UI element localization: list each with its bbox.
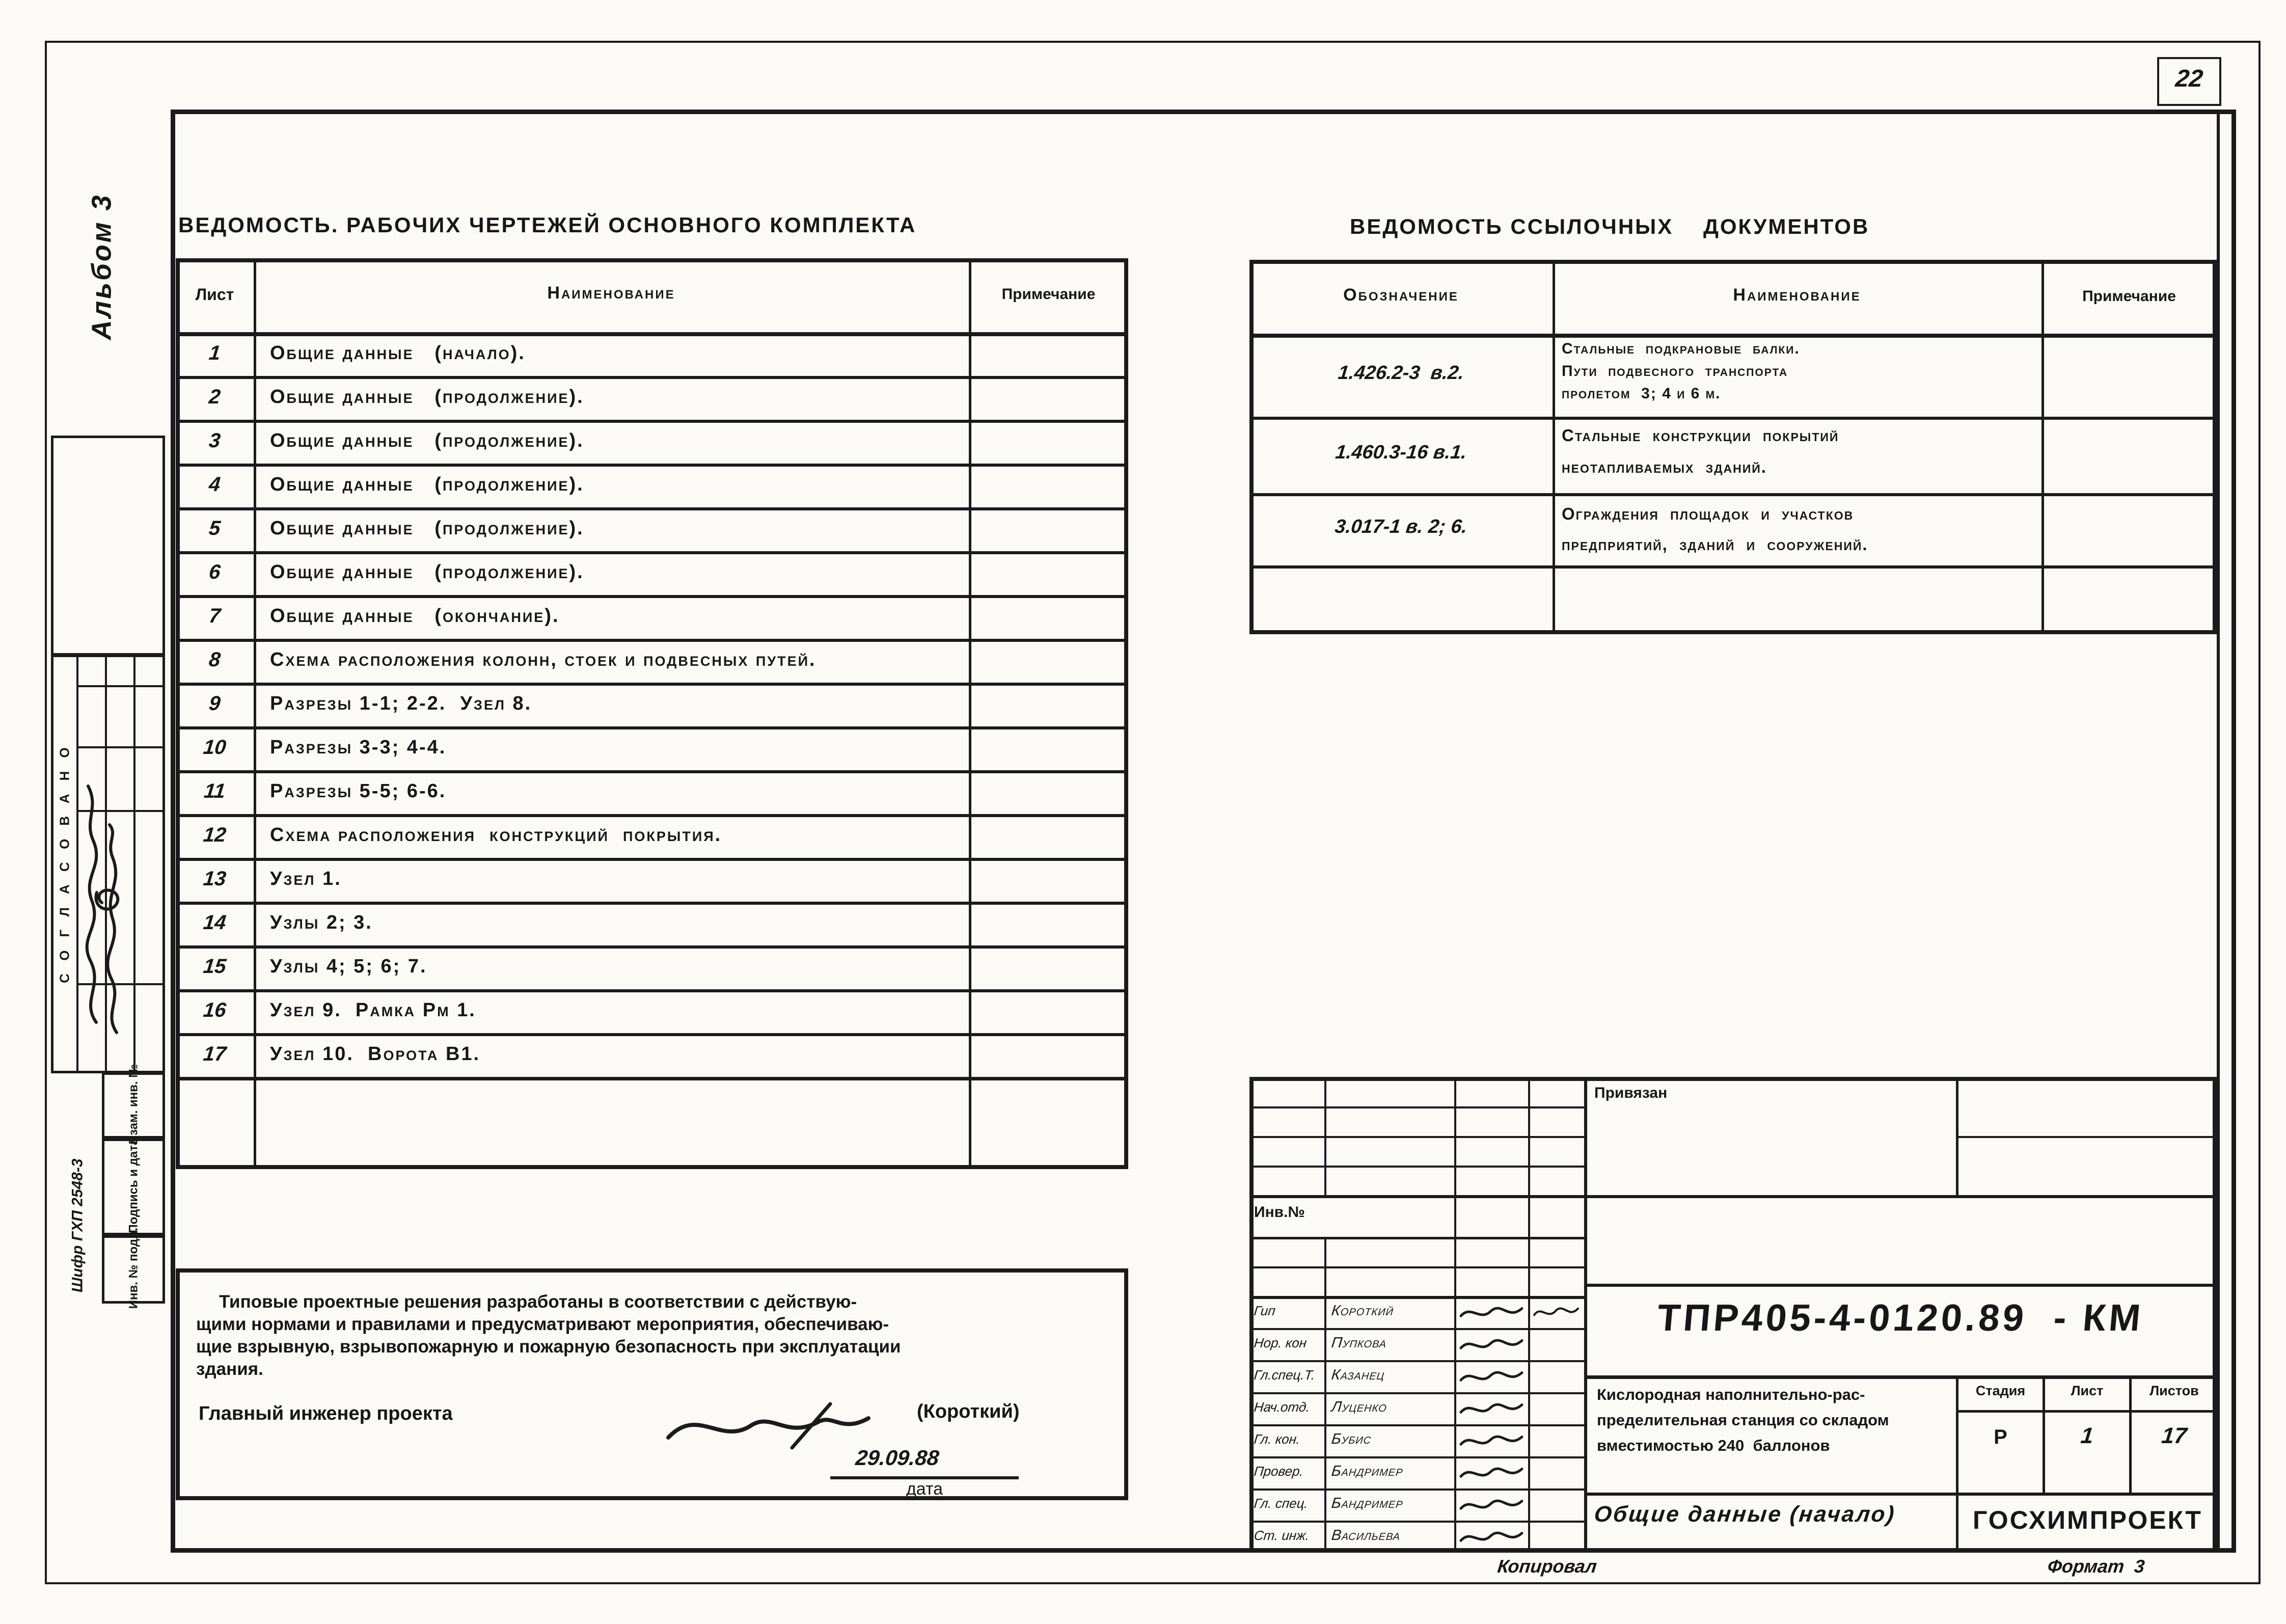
row-separator xyxy=(176,551,1128,554)
approval-vertical-label: СОГЛАСОВАНО xyxy=(57,734,72,983)
tb-line xyxy=(1249,1195,1584,1198)
row-name: Общие данные (продолжение). xyxy=(270,518,584,539)
signer-name: Бубис xyxy=(1330,1431,1373,1447)
row-separator xyxy=(176,1033,1128,1036)
signature-stroke xyxy=(1458,1398,1525,1420)
row-name: Узел 10. Ворота В1. xyxy=(270,1043,481,1065)
note-line: щими нормами и правилами и предусматривают мероприятия, обеспечиваю- xyxy=(196,1314,889,1334)
tb-line xyxy=(1249,1237,1584,1239)
row-sheet-number: 6 xyxy=(208,561,222,583)
row-separator xyxy=(176,770,1128,773)
tb-line xyxy=(1249,1136,1584,1138)
row-name: Разрезы 5-5; 6-6. xyxy=(270,780,447,802)
organization-name: ГОСХИМПРОЕКТ xyxy=(1973,1506,2202,1534)
margin-label-vzam: Взам. инв. № xyxy=(126,1064,141,1145)
col-header-note: Примечание xyxy=(1001,286,1096,303)
signer-role: Нор. кон xyxy=(1253,1335,1308,1350)
frame-inner-right-line xyxy=(2217,110,2220,1553)
signer-role: Ст. инж. xyxy=(1253,1528,1311,1543)
row-name-line: Стальные подкрановые балки. xyxy=(1562,340,1800,357)
col-header-code: Обозначение xyxy=(1343,285,1459,305)
signer-name: Казанец xyxy=(1330,1367,1386,1383)
signature-stroke xyxy=(1458,1430,1525,1452)
document-number: ТПР405-4-0120.89 - КМ xyxy=(1655,1296,2145,1339)
row-separator xyxy=(176,376,1128,379)
sheet-value: 1 xyxy=(2079,1423,2095,1448)
page-number-box xyxy=(2157,57,2221,106)
row-code: 1.426.2-3 в.2. xyxy=(1337,362,1465,384)
note-line: здания. xyxy=(196,1359,263,1379)
signer-role: Гл. спец. xyxy=(1253,1496,1309,1511)
row-sheet-number: 3 xyxy=(208,429,222,452)
stage-header: Стадия xyxy=(1975,1383,2026,1398)
col-header-note: Примечание xyxy=(2082,288,2176,305)
tb-line xyxy=(1528,1077,1530,1553)
signature-stroke xyxy=(1458,1334,1525,1356)
row-name: Узлы 2; 3. xyxy=(270,912,373,933)
row-sheet-number: 15 xyxy=(202,955,228,978)
row-separator xyxy=(176,420,1128,423)
signer-role: Провер. xyxy=(1253,1464,1304,1479)
signature-stroke xyxy=(1458,1463,1525,1484)
chief-engineer-name: (Короткий) xyxy=(917,1401,1020,1422)
row-separator xyxy=(176,507,1128,510)
row-name-line: Пути подвесного транспорта xyxy=(1562,363,1788,380)
column-line xyxy=(254,258,256,1169)
row-sheet-number: 8 xyxy=(208,648,222,671)
header-separator xyxy=(176,332,1128,336)
row-name: Разрезы 3-3; 4-4. xyxy=(270,737,447,758)
row-separator xyxy=(1249,493,2217,496)
margin-empty-box xyxy=(51,436,165,656)
sheets-value: 17 xyxy=(2160,1423,2188,1448)
format-label: Формат 3 xyxy=(2046,1556,2146,1577)
tb-line xyxy=(1584,1284,2217,1287)
row-name: Общие данные (продолжение). xyxy=(270,430,584,451)
tb-line xyxy=(1249,1296,1584,1299)
row-name: Общие данные (продолжение). xyxy=(270,386,584,408)
tb-line xyxy=(1249,1360,1584,1362)
margin-label-podpis: Подпись и дата xyxy=(126,1138,141,1233)
margin-label-inv: Инв. № подл. xyxy=(126,1227,141,1309)
row-sheet-number: 17 xyxy=(202,1043,228,1065)
col-header-list: Лист xyxy=(195,285,234,304)
row-name: Общие данные (окончание). xyxy=(270,605,560,627)
chief-engineer-signature xyxy=(662,1397,876,1453)
row-separator xyxy=(176,945,1128,949)
row-sheet-number: 2 xyxy=(208,386,222,408)
signer-role: Гл.спец.Т. xyxy=(1253,1367,1316,1383)
tb-line xyxy=(1249,1392,1584,1394)
stamp-divider xyxy=(76,655,78,1073)
row-separator xyxy=(176,858,1128,861)
tb-line xyxy=(1956,1410,2217,1413)
row-name: Схема расположения конструкций покрытия. xyxy=(270,824,722,846)
note-line: щие взрывную, взрывопожарную и пожарную безопасность при эксплуатации xyxy=(196,1337,901,1357)
left-table-title: ВЕДОМОСТЬ. РАБОЧИХ ЧЕРТЕЖЕЙ ОСНОВНОГО КОМПЛЕКТА xyxy=(178,213,917,237)
row-name: Общие данные (продолжение). xyxy=(270,561,584,583)
row-name: Разрезы 1-1; 2-2. Узел 8. xyxy=(270,693,532,714)
row-separator xyxy=(176,726,1128,729)
signature-date: 29.09.88 xyxy=(854,1446,941,1470)
row-name-line: Стальные конструкции покрытий xyxy=(1562,426,1839,445)
signature-stroke xyxy=(1458,1495,1525,1516)
stamp-signature-stroke xyxy=(100,822,124,1036)
signer-name: Бандример xyxy=(1330,1463,1404,1479)
signer-name: Луценко xyxy=(1330,1399,1388,1415)
row-sheet-number: 14 xyxy=(202,911,228,934)
row-code: 1.460.3-16 в.1. xyxy=(1334,442,1468,463)
row-name: Узлы 4; 5; 6; 7. xyxy=(270,956,427,977)
page-number: 22 xyxy=(2174,65,2205,92)
tb-line xyxy=(1584,1493,2217,1496)
stage-value: Р xyxy=(1994,1426,2007,1448)
album-label: Альбом 3 xyxy=(86,193,117,340)
tb-line xyxy=(1584,1195,2217,1198)
signer-role: Нач.отд. xyxy=(1253,1399,1311,1415)
row-name: Узел 1. xyxy=(270,868,342,889)
stamp-divider xyxy=(76,685,165,687)
row-name: Узел 9. Рамка Рм 1. xyxy=(270,999,476,1021)
row-separator xyxy=(1249,417,2217,420)
row-name-line: Ограждения площадок и участков xyxy=(1562,504,1854,523)
tb-line xyxy=(1249,1166,1584,1168)
tb-line xyxy=(1249,1488,1584,1491)
tb-line xyxy=(1324,1237,1326,1553)
row-sheet-number: 5 xyxy=(208,517,222,539)
note-line: Типовые проектные решения разработаны в соответствии с действую- xyxy=(219,1292,857,1312)
row-name: Общие данные (продолжение). xyxy=(270,474,584,495)
row-separator xyxy=(176,989,1128,992)
tb-line xyxy=(1454,1077,1456,1553)
tb-line xyxy=(1584,1375,2217,1379)
signer-name: Пупкова xyxy=(1330,1335,1388,1351)
col-header-name: Наименование xyxy=(547,283,675,303)
row-separator xyxy=(176,814,1128,817)
row-sheet-number: 12 xyxy=(202,824,228,846)
column-line xyxy=(2042,260,2044,634)
row-sheet-number: 13 xyxy=(202,868,228,890)
chief-engineer-label: Главный инженер проекта xyxy=(199,1403,453,1424)
row-name: Общие данные (начало). xyxy=(270,342,526,364)
signature-stroke xyxy=(1458,1527,1525,1548)
row-sheet-number: 16 xyxy=(202,999,228,1021)
row-separator xyxy=(176,464,1128,467)
stamp-divider xyxy=(76,746,165,748)
tb-line xyxy=(1249,1328,1584,1330)
archive-code-label: Шифр ГХП 2548-3 xyxy=(69,1158,86,1293)
tb-line xyxy=(1956,1136,2217,1138)
header-separator xyxy=(1249,334,2217,338)
sheets-header: Листов xyxy=(2149,1383,2199,1398)
tb-line xyxy=(1249,1424,1584,1426)
signature-stroke xyxy=(1531,1303,1581,1321)
signer-role: Гл. кон. xyxy=(1253,1431,1301,1447)
signature-stroke xyxy=(1458,1302,1525,1323)
tb-line xyxy=(1249,1521,1584,1523)
row-name-line: пролетом 3; 4 и 6 м. xyxy=(1562,385,1721,402)
signer-name: Васильева xyxy=(1330,1527,1402,1544)
signer-name: Бандример xyxy=(1330,1495,1404,1511)
row-sheet-number: 9 xyxy=(208,692,222,715)
row-sheet-number: 11 xyxy=(203,780,227,802)
right-table-title: ВЕДОМОСТЬ ССЫЛОЧНЫХ ДОКУМЕНТОВ xyxy=(1350,214,1870,238)
copied-label: Копировал xyxy=(1496,1556,1598,1577)
signer-role: Гип xyxy=(1253,1303,1276,1318)
row-separator xyxy=(176,595,1128,598)
row-code: 3.017-1 в. 2; 6. xyxy=(1334,516,1468,537)
row-sheet-number: 4 xyxy=(208,473,222,496)
col-header-name: Наименование xyxy=(1733,285,1861,305)
project-name-line: пределительная станция со складом xyxy=(1597,1411,1889,1429)
date-label: дата xyxy=(906,1479,943,1499)
project-name-line: Кислородная наполнительно-рас- xyxy=(1597,1386,1865,1403)
row-separator xyxy=(1249,565,2217,569)
row-sheet-number: 10 xyxy=(202,736,228,759)
sheet-header: Лист xyxy=(2071,1383,2104,1398)
inventory-label: Инв.№ xyxy=(1254,1204,1305,1221)
tb-line xyxy=(1249,1456,1584,1458)
signature-stroke xyxy=(1458,1366,1525,1388)
row-separator xyxy=(176,1077,1128,1080)
column-line xyxy=(969,258,971,1169)
project-name-line: вместимостью 240 баллонов xyxy=(1597,1437,1830,1454)
row-separator xyxy=(176,683,1128,686)
tb-line xyxy=(1249,1106,1584,1108)
signer-name: Короткий xyxy=(1330,1303,1395,1319)
row-name-line: неотапливаемых зданий. xyxy=(1562,457,1767,476)
row-separator xyxy=(176,639,1128,642)
row-name: Схема расположения колонн, стоек и подвесных путей. xyxy=(270,649,817,670)
row-separator xyxy=(176,902,1128,905)
attached-label: Привязан xyxy=(1594,1085,1668,1101)
row-sheet-number: 1 xyxy=(208,342,222,364)
tb-line xyxy=(1249,1266,1584,1268)
sheet-title: Общие данные (начало) xyxy=(1593,1502,1897,1527)
row-name-line: предприятий, зданий и сооружений. xyxy=(1562,535,1868,554)
row-sheet-number: 7 xyxy=(208,605,222,627)
